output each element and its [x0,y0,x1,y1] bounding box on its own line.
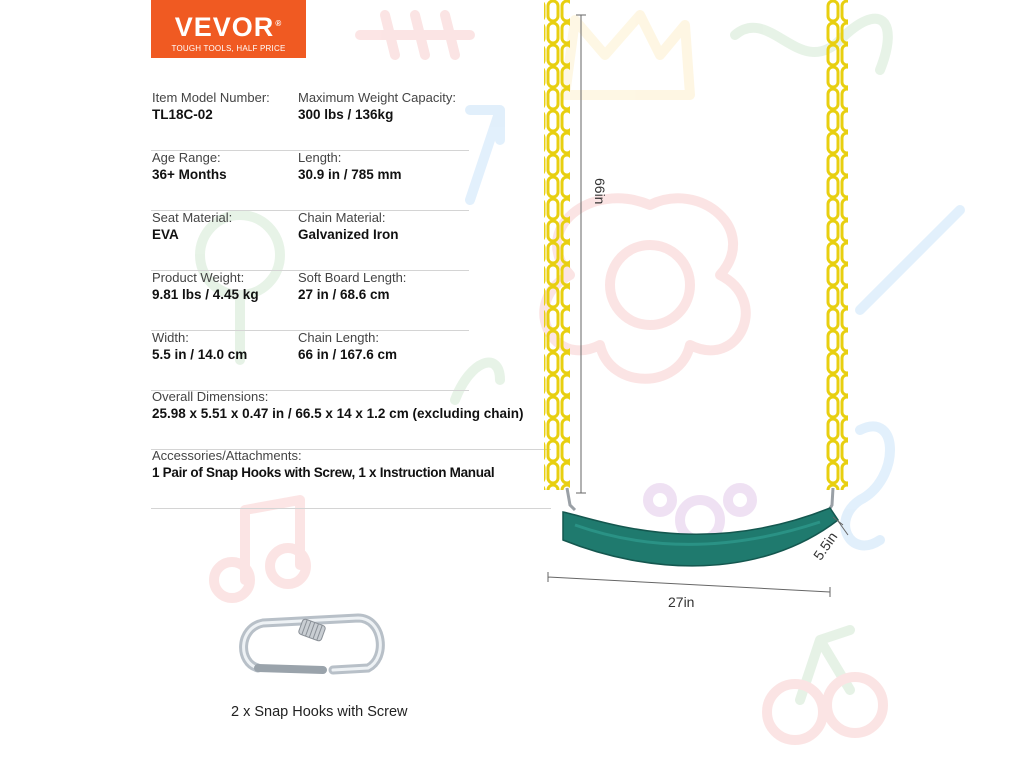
spec-label: Item Model Number: [152,90,270,105]
spec-label: Accessories/Attachments: [152,448,302,463]
spec-value: Galvanized Iron [298,227,399,242]
spec-label: Chain Length: [298,330,379,345]
spec-value: 36+ Months [152,167,227,182]
spec-label: Age Range: [152,150,221,165]
spec-value: 25.98 x 5.51 x 0.47 in / 66.5 x 14 x 1.2 cm (excluding chain) [152,406,524,421]
spec-value: 9.81 lbs / 4.45 kg [152,287,259,302]
spec-value: EVA [152,227,179,242]
brand-tagline: TOUGH TOOLS, HALF PRICE [171,44,286,53]
dimension-lines [548,15,848,597]
spec-label: Soft Board Length: [298,270,407,285]
spec-value: 1 Pair of Snap Hooks with Screw, 1 x Instruction Manual [152,465,495,480]
snap-hook-image [238,608,388,688]
swing-seat [563,508,838,566]
chain-height-label: 66in [592,178,608,205]
spec-label: Width: [152,330,189,345]
spec-value: 5.5 in / 14.0 cm [152,347,248,362]
seat-width-label: 5.5in [809,528,841,564]
spec-value: 27 in / 68.6 cm [298,287,390,302]
spec-label: Product Weight: [152,270,245,285]
left-hook [567,488,575,510]
spec-label: Length: [298,150,342,165]
spec-label: Seat Material: [152,210,233,225]
spec-value: 30.9 in / 785 mm [298,167,402,182]
snap-hook-caption: 2 x Snap Hooks with Screw [231,704,408,720]
spec-value: 300 lbs / 136kg [298,107,394,122]
seat-length-label: 27in [668,594,695,610]
spec-label: Maximum Weight Capacity: [298,90,456,105]
left-chain [544,0,570,490]
spec-label: Overall Dimensions: [152,389,269,404]
spec-value: TL18C-02 [152,107,213,122]
spec-label: Chain Material: [298,210,386,225]
spec-value: 66 in / 167.6 cm [298,347,398,362]
right-chain [826,0,848,490]
brand-wordmark: VEVOR® [174,12,283,42]
